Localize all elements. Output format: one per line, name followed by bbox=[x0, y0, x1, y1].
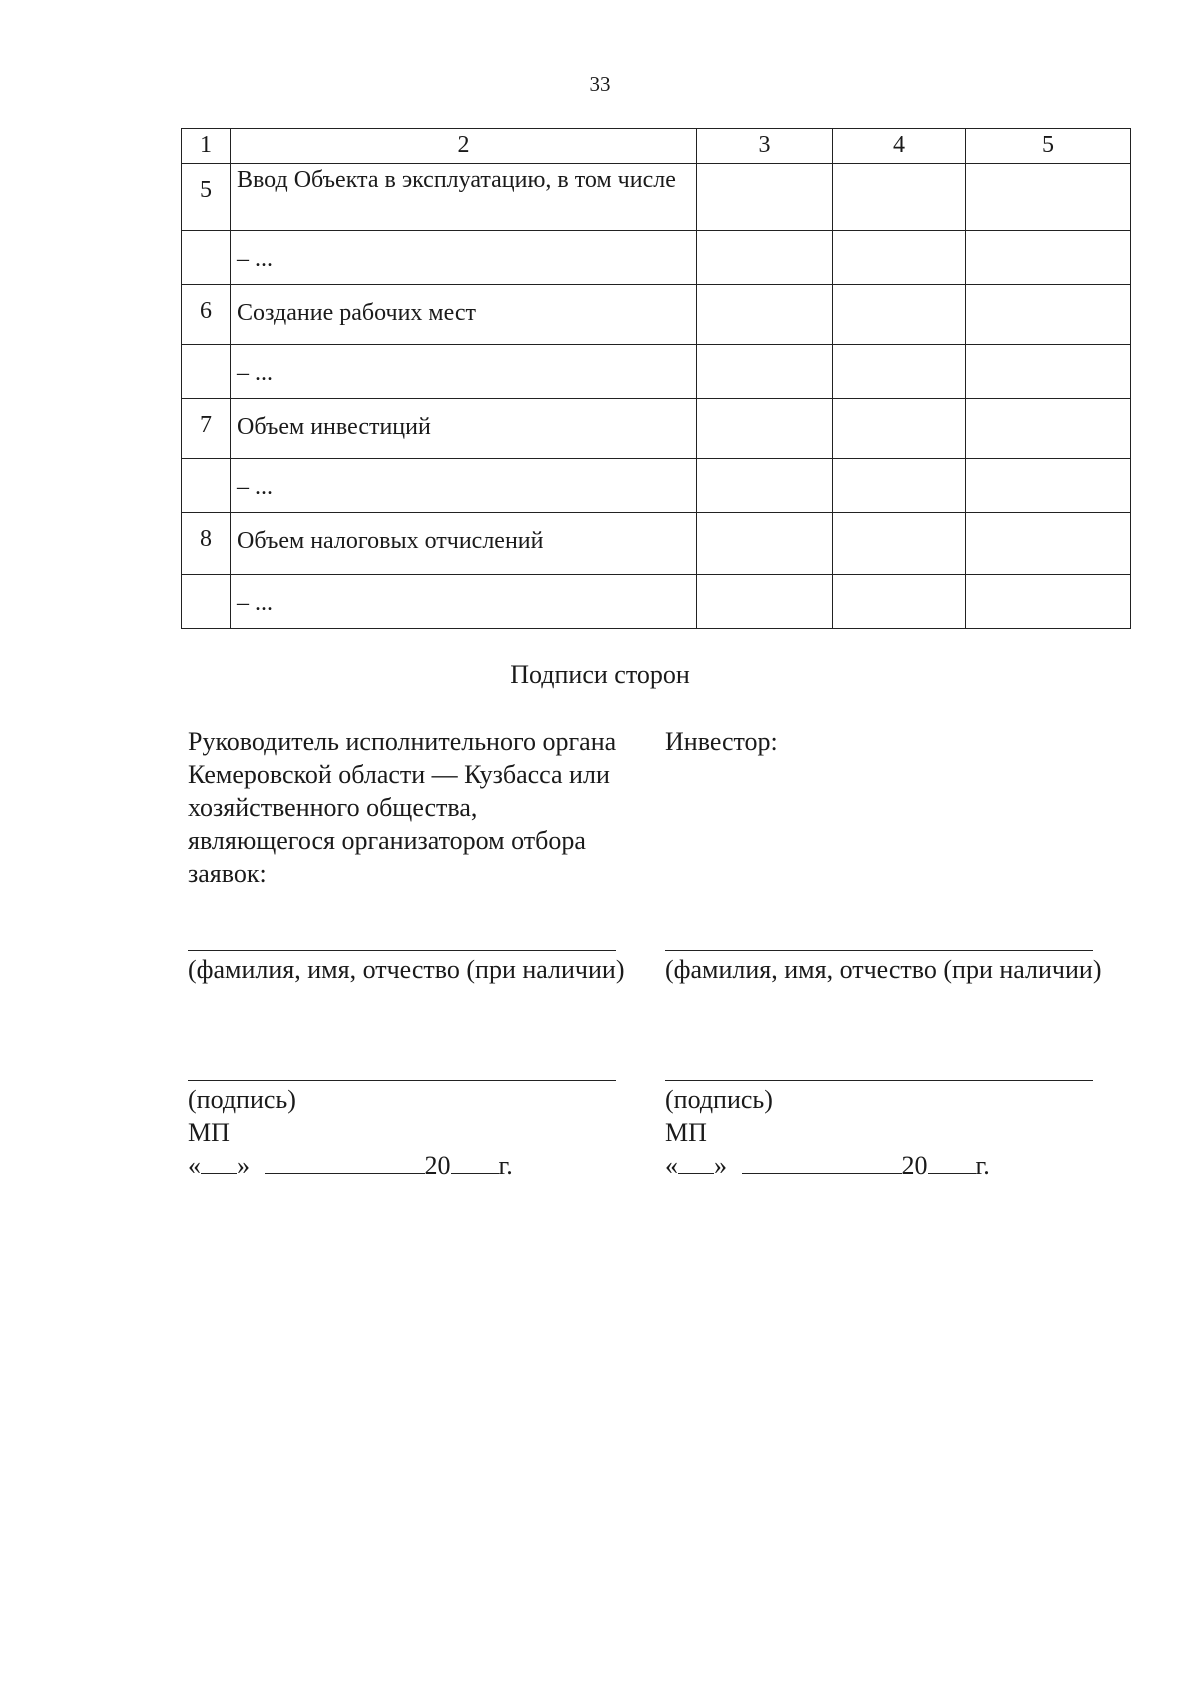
day-blank bbox=[201, 1149, 237, 1174]
table-cell bbox=[833, 345, 966, 399]
table-cell bbox=[697, 513, 833, 575]
table-header-row bbox=[182, 129, 1131, 164]
table-row bbox=[182, 164, 1131, 231]
table-cell bbox=[966, 399, 1131, 459]
table-cell bbox=[966, 285, 1131, 345]
signatures-title: Подписи сторон bbox=[510, 660, 690, 689]
row-description: Создание рабочих мест bbox=[231, 285, 697, 345]
year-prefix: 20 bbox=[424, 1151, 451, 1180]
date-open-quote: « bbox=[665, 1151, 678, 1180]
table-row bbox=[182, 285, 1131, 345]
table-cell bbox=[966, 513, 1131, 575]
date-close-quote: » bbox=[714, 1151, 727, 1180]
signature-line bbox=[188, 1080, 616, 1081]
signature-line bbox=[665, 1080, 1093, 1081]
table-row bbox=[182, 575, 1131, 629]
report-table bbox=[181, 128, 1131, 629]
name-signature-line bbox=[665, 950, 1093, 951]
header-cell: 2 bbox=[231, 129, 697, 164]
left-sign-caption: (подпись) bbox=[188, 1085, 296, 1114]
table-cell bbox=[833, 575, 966, 629]
row-description: Объем инвестиций bbox=[231, 399, 697, 459]
table-cell bbox=[697, 459, 833, 513]
table-cell bbox=[697, 345, 833, 399]
day-blank bbox=[678, 1149, 714, 1174]
row-number: 7 bbox=[182, 399, 231, 459]
row-number: 5 bbox=[182, 164, 231, 231]
year-suffix: г. bbox=[498, 1151, 513, 1180]
year-prefix: 20 bbox=[901, 1151, 928, 1180]
header-cell: 1 bbox=[182, 129, 231, 164]
left-date-line bbox=[188, 1149, 628, 1182]
table-cell bbox=[697, 575, 833, 629]
table-cell bbox=[833, 459, 966, 513]
row-description: Объем налоговых отчислений bbox=[231, 513, 697, 575]
left-name-caption: (фамилия, имя, отчество (при наличии) bbox=[188, 955, 625, 984]
row-description: – ... bbox=[231, 231, 697, 285]
header-cell: 5 bbox=[966, 129, 1131, 164]
table-cell bbox=[966, 164, 1131, 231]
month-blank bbox=[265, 1149, 425, 1174]
table-row bbox=[182, 345, 1131, 399]
table-cell bbox=[833, 399, 966, 459]
date-open-quote: « bbox=[188, 1151, 201, 1180]
table-cell bbox=[833, 231, 966, 285]
table-cell bbox=[833, 285, 966, 345]
table-cell bbox=[966, 575, 1131, 629]
table-cell bbox=[833, 513, 966, 575]
table-cell bbox=[833, 164, 966, 231]
right-name-caption: (фамилия, имя, отчество (при наличии) bbox=[665, 955, 1102, 984]
right-party-heading: Инвестор: bbox=[665, 727, 778, 756]
row-description: – ... bbox=[231, 575, 697, 629]
row-description: – ... bbox=[231, 459, 697, 513]
row-description: Ввод Объекта в эксплуатацию, в том числе bbox=[231, 164, 697, 231]
year-suffix: г. bbox=[975, 1151, 990, 1180]
row-number: 6 bbox=[182, 285, 231, 345]
table-cell bbox=[697, 231, 833, 285]
right-stamp-label: МП bbox=[665, 1118, 707, 1147]
table-row bbox=[182, 231, 1131, 285]
table-row bbox=[182, 513, 1131, 575]
page-number: 33 bbox=[589, 72, 611, 96]
left-stamp-label: МП bbox=[188, 1118, 230, 1147]
table-cell bbox=[697, 399, 833, 459]
table-row bbox=[182, 459, 1131, 513]
row-number bbox=[182, 459, 231, 513]
row-number: 8 bbox=[182, 513, 231, 575]
header-cell: 3 bbox=[697, 129, 833, 164]
row-number bbox=[182, 345, 231, 399]
right-date-line bbox=[665, 1149, 1105, 1182]
row-number bbox=[182, 231, 231, 285]
table-row bbox=[182, 399, 1131, 459]
table-cell bbox=[966, 345, 1131, 399]
header-cell: 4 bbox=[833, 129, 966, 164]
right-sign-caption: (подпись) bbox=[665, 1085, 773, 1114]
left-party-heading: Руководитель исполнительного органа Кемеровской области — Кузбасса или хозяйственного общества, являющегося организатором отбора заявок: bbox=[188, 727, 617, 888]
month-blank bbox=[742, 1149, 902, 1174]
date-close-quote: » bbox=[237, 1151, 250, 1180]
row-description: – ... bbox=[231, 345, 697, 399]
table-cell bbox=[697, 285, 833, 345]
name-signature-line bbox=[188, 950, 616, 951]
year-blank bbox=[451, 1149, 499, 1174]
table-cell bbox=[697, 164, 833, 231]
table-cell bbox=[966, 459, 1131, 513]
table-cell bbox=[966, 231, 1131, 285]
year-blank bbox=[928, 1149, 976, 1174]
row-number bbox=[182, 575, 231, 629]
